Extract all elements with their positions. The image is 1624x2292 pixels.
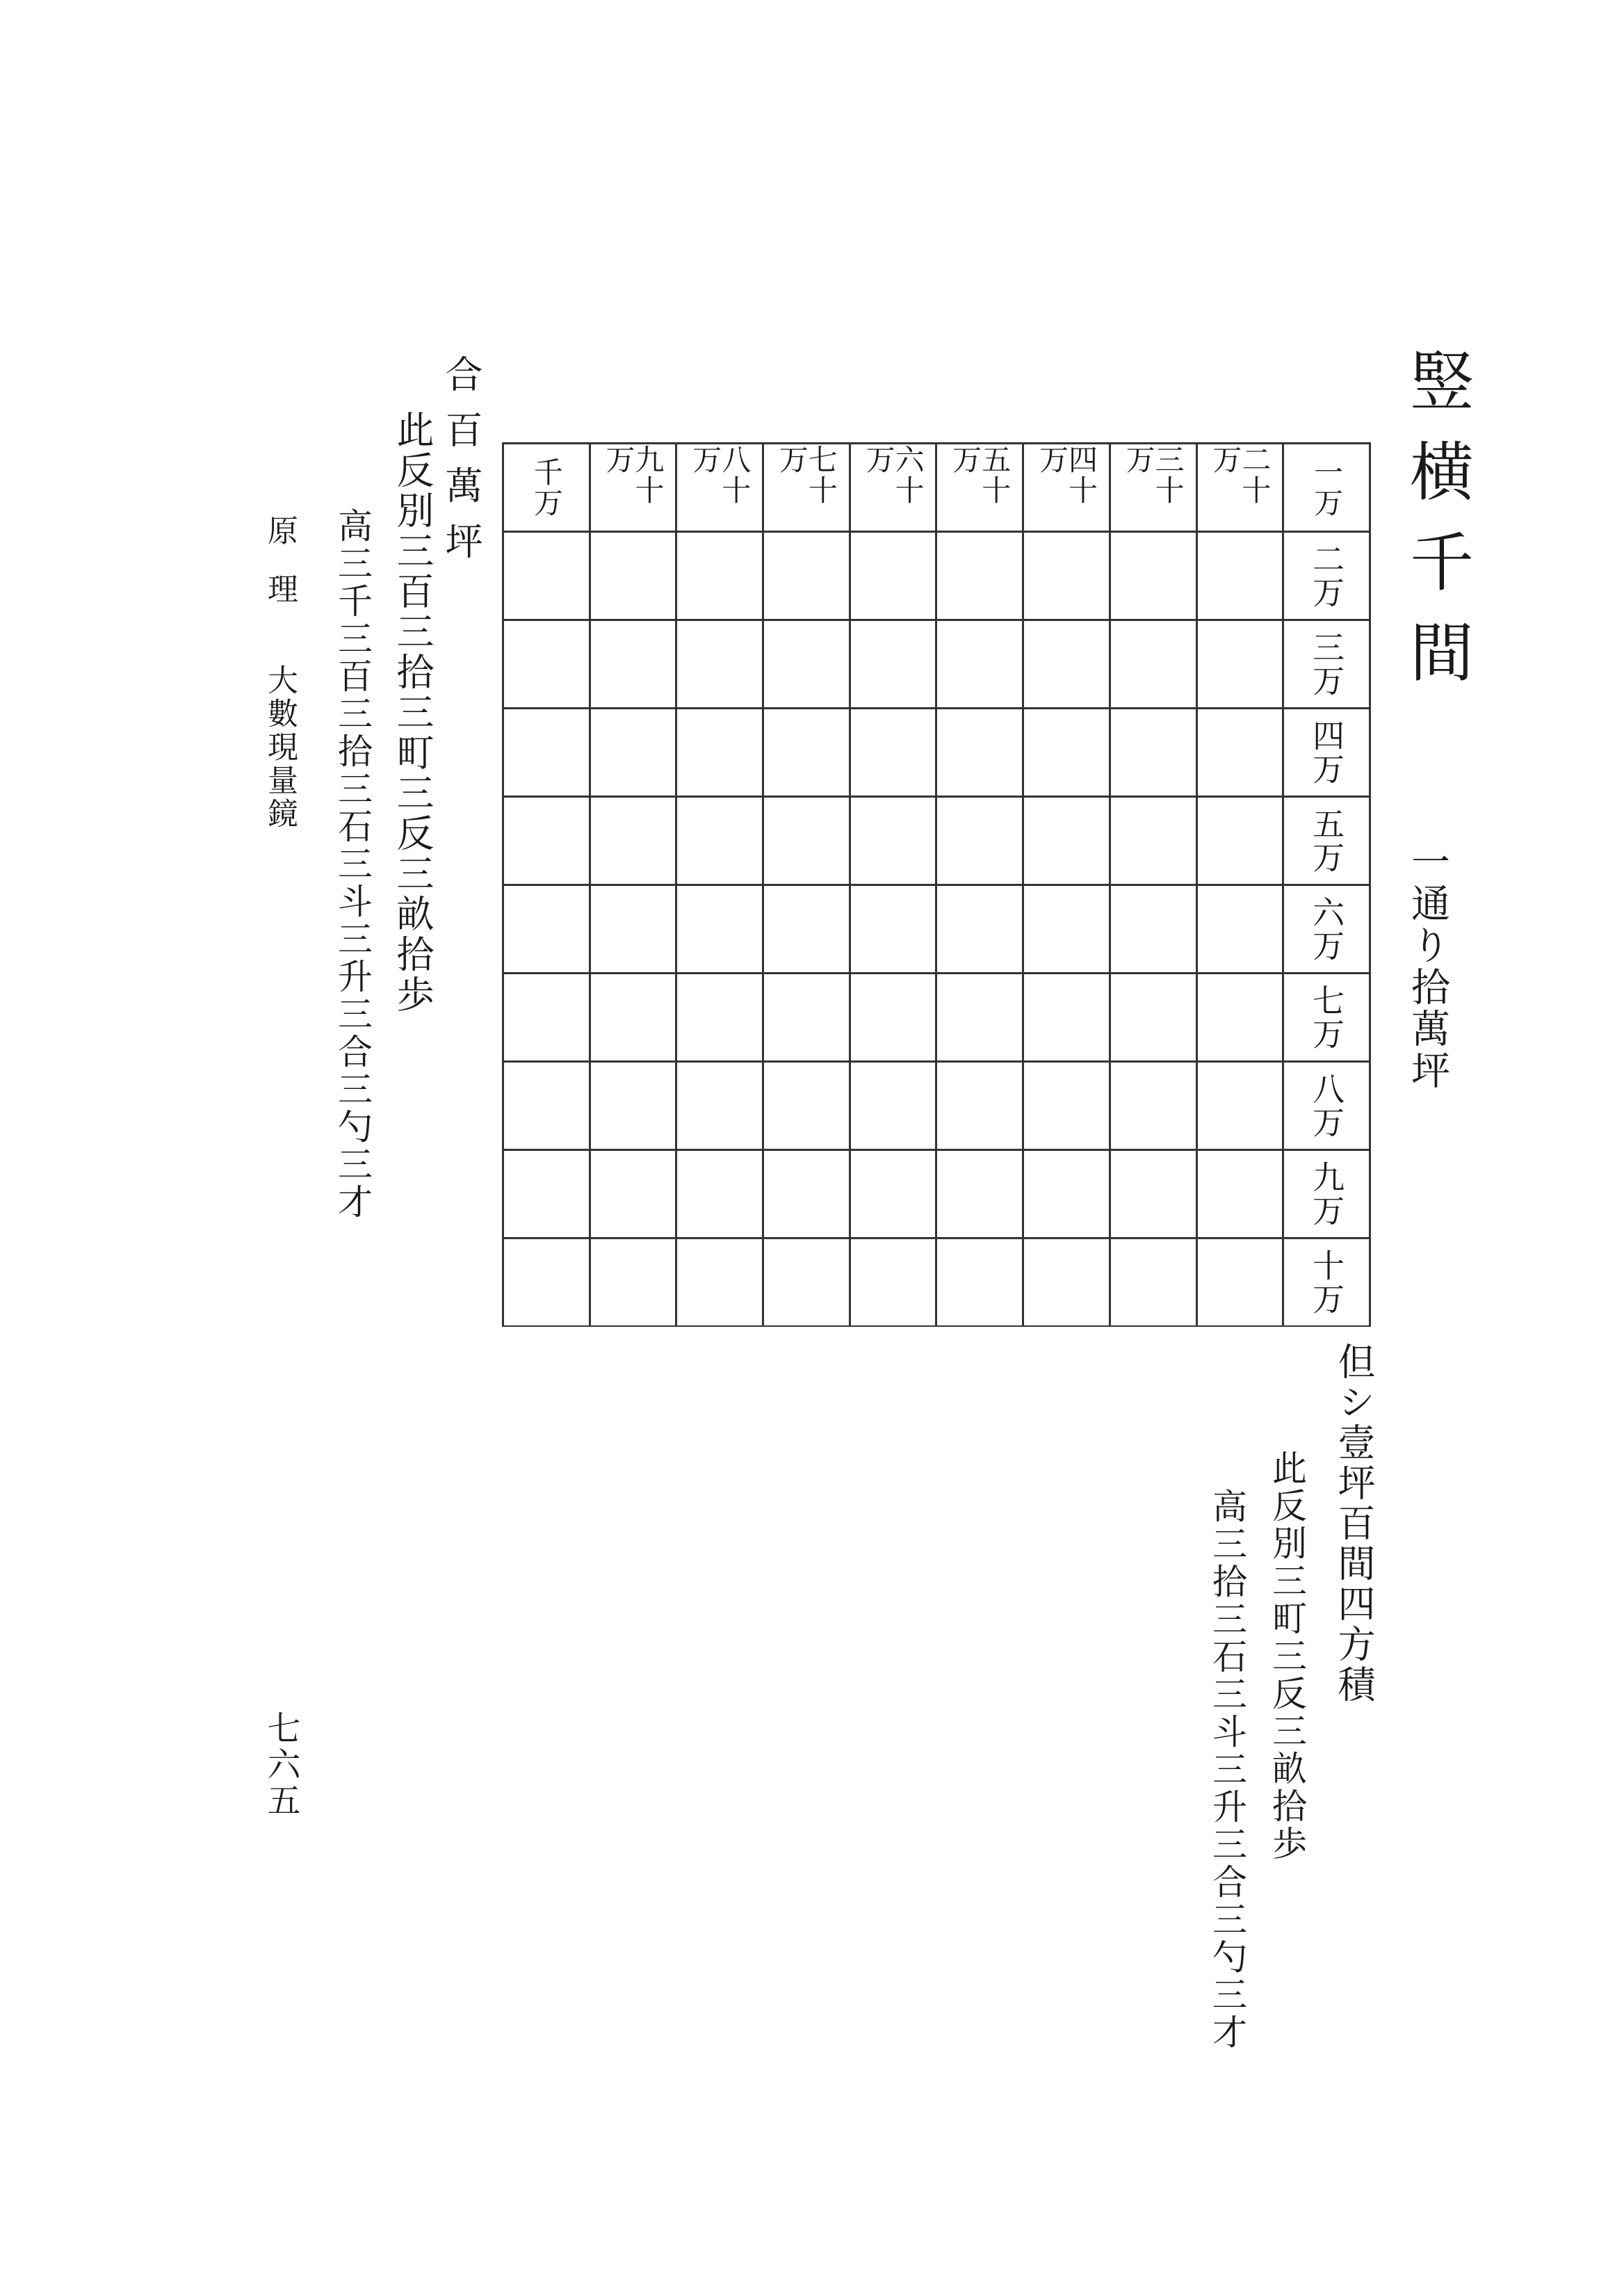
table-cell <box>503 797 590 885</box>
table-cell <box>676 885 763 974</box>
table-cell <box>590 974 676 1062</box>
table-cell <box>1023 797 1110 885</box>
row-label-text: 二万 <box>1308 542 1346 609</box>
table-cell <box>503 620 590 709</box>
table-cell <box>1110 885 1196 974</box>
row-label-text: 五万 <box>1308 807 1346 874</box>
row-label-text: 四万 <box>1308 719 1346 786</box>
row-label <box>1283 797 1370 885</box>
table-cell <box>1196 709 1283 797</box>
table-cell <box>936 1150 1023 1238</box>
table-cell <box>850 885 936 974</box>
table-cell <box>590 709 676 797</box>
table-cell <box>1110 1238 1196 1327</box>
row-label <box>1283 974 1370 1062</box>
column-header <box>1196 444 1283 532</box>
table-cell <box>676 797 763 885</box>
table-cell <box>1196 1062 1283 1150</box>
table-cell <box>676 709 763 797</box>
table-cell <box>850 1150 936 1238</box>
table-cell <box>1023 709 1110 797</box>
table-cell <box>503 974 590 1062</box>
table-cell <box>503 885 590 974</box>
table-row <box>503 885 1370 974</box>
table-cell <box>1110 620 1196 709</box>
row-label-text: 九万 <box>1308 1161 1346 1227</box>
table-cell <box>1196 1150 1283 1238</box>
row-label <box>1283 1062 1370 1150</box>
table-cell <box>936 885 1023 974</box>
table-cell <box>1023 620 1110 709</box>
column-header-label: 九十万 <box>601 444 665 506</box>
table-row <box>503 620 1370 709</box>
table-cell <box>1110 1150 1196 1238</box>
table-cell <box>1023 974 1110 1062</box>
table-cell <box>850 709 936 797</box>
principle-source: 大數現量鏡 <box>262 664 298 831</box>
table-cell <box>590 532 676 620</box>
total-heading: 合百萬坪 <box>439 355 483 577</box>
column-header-label: 一万 <box>1310 457 1345 518</box>
table-cell <box>590 1238 676 1327</box>
table-cell <box>1023 885 1110 974</box>
table-cell <box>503 709 590 797</box>
note-line-2: 高三拾三石三斗三升三合三勺三才 <box>1207 1488 1247 2051</box>
table-cell <box>1023 1150 1110 1238</box>
table-cell <box>936 1238 1023 1327</box>
table-row <box>503 797 1370 885</box>
page-number: 七六五 <box>261 1711 300 1819</box>
table-cell <box>590 620 676 709</box>
row-label-text: 七万 <box>1308 984 1346 1051</box>
table-cell <box>936 532 1023 620</box>
table-cell <box>850 974 936 1062</box>
page-subtitle: 一通り拾萬坪 <box>1405 841 1450 1092</box>
table-cell <box>763 1062 850 1150</box>
table-row <box>503 532 1370 620</box>
table-cell <box>503 1238 590 1327</box>
table-cell <box>763 1150 850 1238</box>
table-cell <box>676 974 763 1062</box>
table-cell <box>763 709 850 797</box>
table-row <box>503 1150 1370 1238</box>
table-cell <box>763 797 850 885</box>
table-cell <box>1196 532 1283 620</box>
column-header-label: 四十万 <box>1034 444 1098 506</box>
column-header-label: 六十万 <box>861 444 925 506</box>
table-cell <box>676 1150 763 1238</box>
row-label-text: 八万 <box>1308 1072 1346 1139</box>
note-line-1: 此反別三町三反三畝拾歩 <box>1267 1450 1307 1863</box>
table-cell <box>503 532 590 620</box>
column-header-label: 三十万 <box>1121 444 1185 506</box>
table-cell <box>763 1238 850 1327</box>
table-header-row <box>503 444 1370 532</box>
table-cell <box>676 1238 763 1327</box>
table-row <box>503 1238 1370 1327</box>
table-cell <box>763 620 850 709</box>
table-cell <box>590 1150 676 1238</box>
table-cell <box>503 1062 590 1150</box>
table-cell <box>1023 1062 1110 1150</box>
table-cell <box>1023 532 1110 620</box>
column-header <box>850 444 936 532</box>
table-cell <box>850 1238 936 1327</box>
row-label-text: 三万 <box>1308 631 1346 697</box>
table-cell <box>676 532 763 620</box>
table-cell <box>1196 885 1283 974</box>
table-cell <box>936 1062 1023 1150</box>
table-row <box>503 974 1370 1062</box>
table-cell <box>850 532 936 620</box>
column-header-label: 七十万 <box>774 444 838 506</box>
table-cell <box>1110 974 1196 1062</box>
table-cell <box>850 797 936 885</box>
column-header <box>503 444 590 532</box>
column-header-label: 二十万 <box>1208 444 1272 506</box>
row-label <box>1283 532 1370 620</box>
table-cell <box>1023 1238 1110 1327</box>
table-row <box>503 709 1370 797</box>
table-cell <box>1110 797 1196 885</box>
table-cell <box>676 1062 763 1150</box>
column-header <box>1283 444 1370 532</box>
column-header-label: 八十万 <box>688 444 752 506</box>
table-cell <box>676 620 763 709</box>
column-header-label: 五十万 <box>948 444 1012 506</box>
table-cell <box>590 797 676 885</box>
table-cell <box>1110 709 1196 797</box>
total-line-2: 高三千三百三拾三石三斗三升三合三勺三才 <box>332 508 373 1221</box>
total-line-1: 此反別三百三拾三町三反三畝拾歩 <box>391 410 435 1015</box>
table-cell <box>590 1062 676 1150</box>
table-cell <box>1196 1238 1283 1327</box>
table-cell <box>763 532 850 620</box>
note-heading: 但シ壹坪百間四方積 <box>1332 1342 1376 1705</box>
column-header <box>763 444 850 532</box>
column-header <box>590 444 676 532</box>
table-cell <box>590 885 676 974</box>
table-cell <box>1110 1062 1196 1150</box>
row-label-text: 六万 <box>1308 896 1346 962</box>
column-header-label: 千万 <box>529 457 564 518</box>
table-cell <box>936 709 1023 797</box>
table-cell <box>936 620 1023 709</box>
table-cell <box>1196 797 1283 885</box>
row-label-text: 十万 <box>1308 1249 1346 1316</box>
table-cell <box>1196 974 1283 1062</box>
column-header <box>1023 444 1110 532</box>
row-label <box>1283 1150 1370 1238</box>
page-title: 竪横千間 <box>1399 348 1474 709</box>
row-label <box>1283 709 1370 797</box>
table-cell <box>936 974 1023 1062</box>
table-row <box>503 1062 1370 1150</box>
table-cell <box>936 797 1023 885</box>
table-cell <box>1110 532 1196 620</box>
table-cell <box>850 620 936 709</box>
principle-label: 原理 <box>262 515 298 631</box>
table-cell <box>763 885 850 974</box>
table-cell <box>503 1150 590 1238</box>
column-header <box>676 444 763 532</box>
table-cell <box>763 974 850 1062</box>
grid-table <box>502 442 1371 1327</box>
row-label <box>1283 1238 1370 1327</box>
table-cell <box>1196 620 1283 709</box>
column-header <box>936 444 1023 532</box>
row-label <box>1283 885 1370 974</box>
column-header <box>1110 444 1196 532</box>
row-label <box>1283 620 1370 709</box>
table-cell <box>850 1062 936 1150</box>
